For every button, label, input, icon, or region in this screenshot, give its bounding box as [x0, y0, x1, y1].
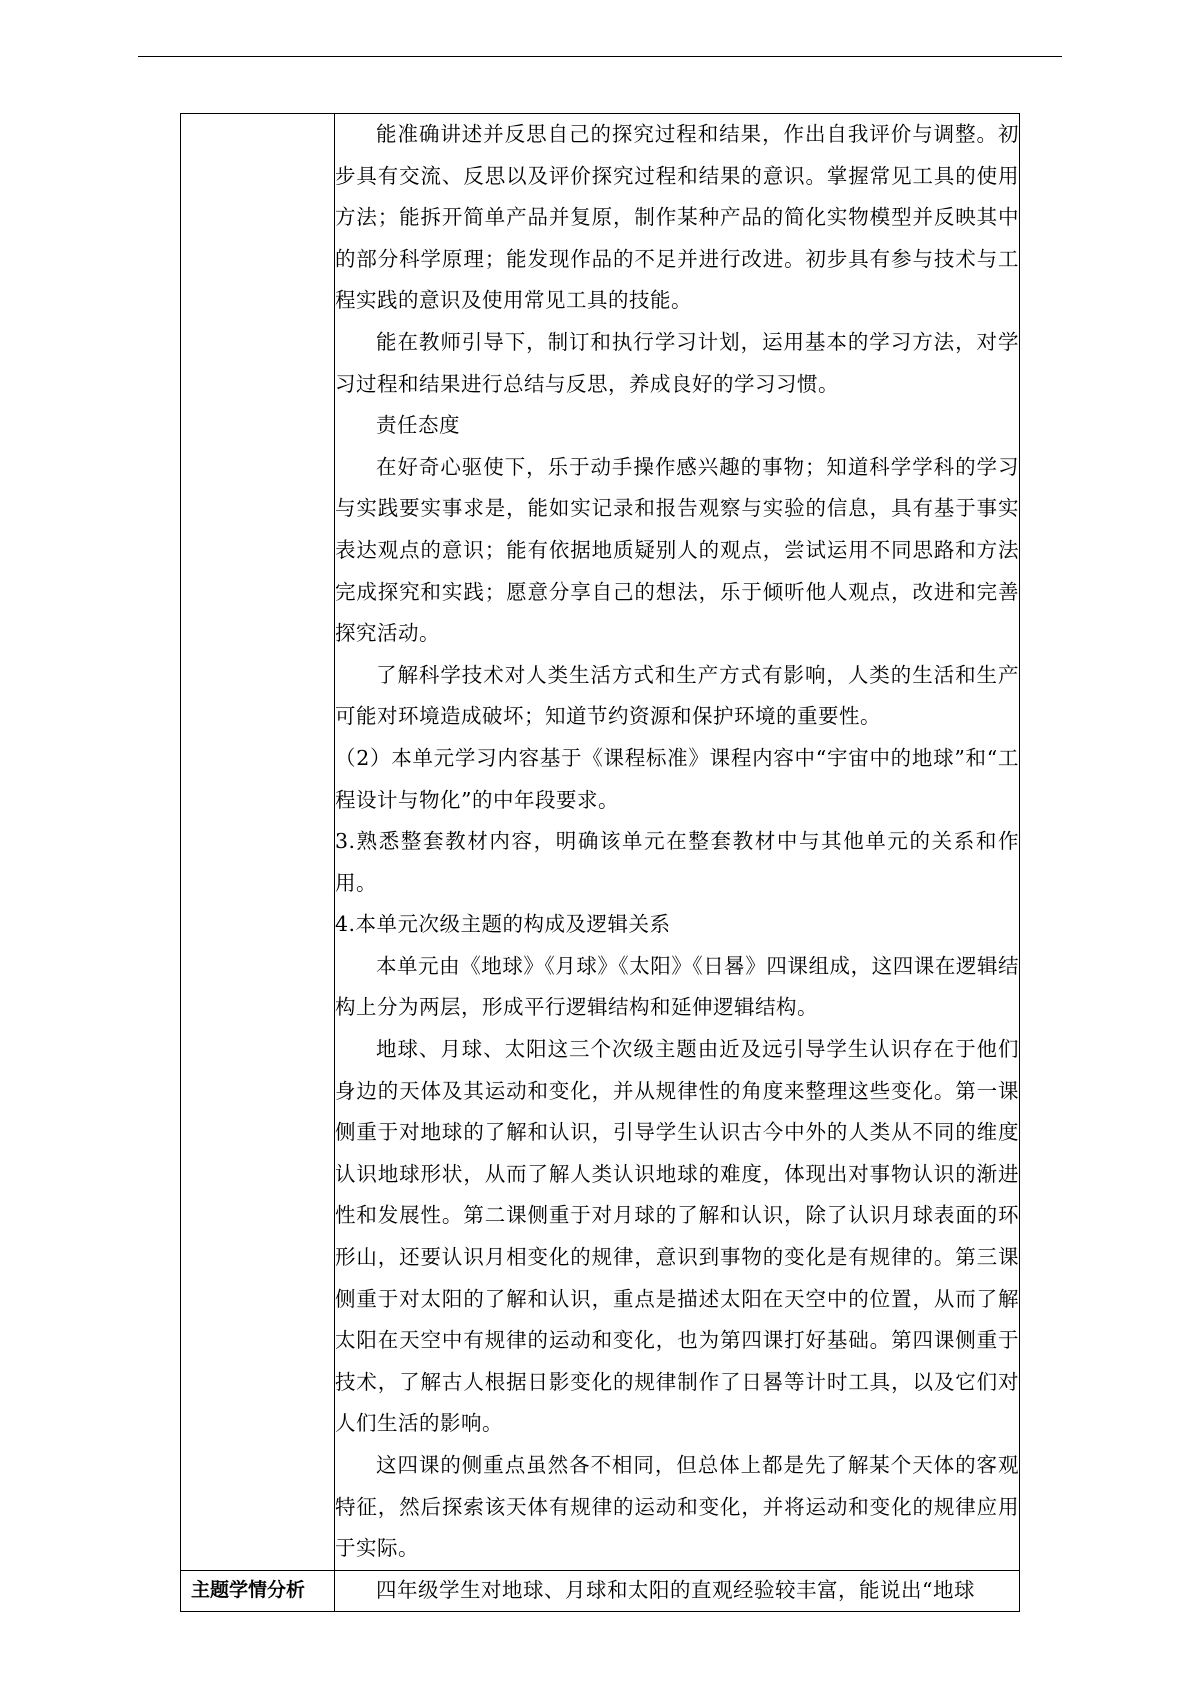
numbered-item: 4.本单元次级主题的构成及逻辑关系 — [335, 912, 671, 937]
paragraph: 地球、月球、太阳这三个次级主题由近及远引导学生认识存在于他们身边的天体及其运动和变化，并从规律性的角度来整理这些变化。第一课侧重于对地球的了解和认识，引导学生认识古今中外的人类从不同的维度认识地球形状，从而了解人类认识地球的难度，体现出对事物认识的渐进性和发展性。第二课侧重于对月球的了解和认识，除了认识月球表面的环形山，还要认识月相变化的规律，意识到事物的变化是有规律的。第三课侧重于对太阳的了解和认识，重点是描述太阳在天空中的位置，从而了解太阳在天空中有规律的运动和变化，也为第四课打好基础。第四课侧重于技术，了解古人根据日影变化的规律制作了日晷等计时工具，以及它们对人们生活的影响。 — [335, 1037, 1019, 1436]
table-row — [181, 1570, 1020, 1611]
paragraph: 了解科学技术对人类生活方式和生产方式有影响，人类的生活和生产可能对环境造成破坏；知道节约资源和保护环境的重要性。 — [335, 662, 1019, 729]
table-row — [181, 114, 1020, 1571]
paragraph: 在好奇心驱使下，乐于动手操作感兴趣的事物；知道科学学科的学习与实践要实事求是，能如实记录和报告观察与实验的信息，具有基于事实表达观点的意识；能有依据地质疑别人的观点，尝试运用不同思路和方法完成探究和实践；愿意分享自己的想法，乐于倾听他人观点，改进和完善探究活动。 — [335, 454, 1019, 646]
document-table — [180, 113, 1020, 1612]
numbered-item: 3.熟悉整套教材内容，明确该单元在整套教材中与其他单元的关系和作用。 — [335, 829, 1019, 895]
paragraph: 四年级学生对地球、月球和太阳的直观经验较丰富，能说出“地球 — [376, 1577, 975, 1602]
content-cell — [335, 1570, 1020, 1611]
paragraph: （2）本单元学习内容基于《课程标准》课程内容中“宇宙中的地球”和“工程设计与物化”的中年段要求。 — [335, 745, 1019, 812]
row-label-cell — [181, 114, 335, 1571]
row-label-cell — [181, 1570, 335, 1611]
row-label: 主题学情分析 — [191, 1578, 306, 1601]
paragraph: 能准确讲述并反思自己的探究过程和结果，作出自我评价与调整。初步具有交流、反思以及评价探究过程和结果的意识。掌握常见工具的使用方法；能拆开简单产品并复原，制作某种产品的简化实物模型并反映其中的部分科学原理；能发现作品的不足并进行改进。初步具有参与技术与工程实践的意识及使用常见工具的技能。 — [335, 122, 1019, 313]
section-heading: 责任态度 — [376, 413, 460, 438]
paragraph: 能在教师引导下，制订和执行学习计划，运用基本的学习方法，对学习过程和结果进行总结与反思，养成良好的学习习惯。 — [335, 329, 1019, 396]
header-rule — [138, 56, 1062, 57]
paragraph: 这四课的侧重点虽然各不相同，但总体上都是先了解某个天体的客观特征，然后探索该天体有规律的运动和变化，并将运动和变化的规律应用于实际。 — [335, 1453, 1019, 1561]
paragraph: 本单元由《地球》《月球》《太阳》《日晷》四课组成，这四课在逻辑结构上分为两层，形成平行逻辑结构和延伸逻辑结构。 — [335, 953, 1019, 1020]
content-cell — [335, 114, 1020, 1571]
